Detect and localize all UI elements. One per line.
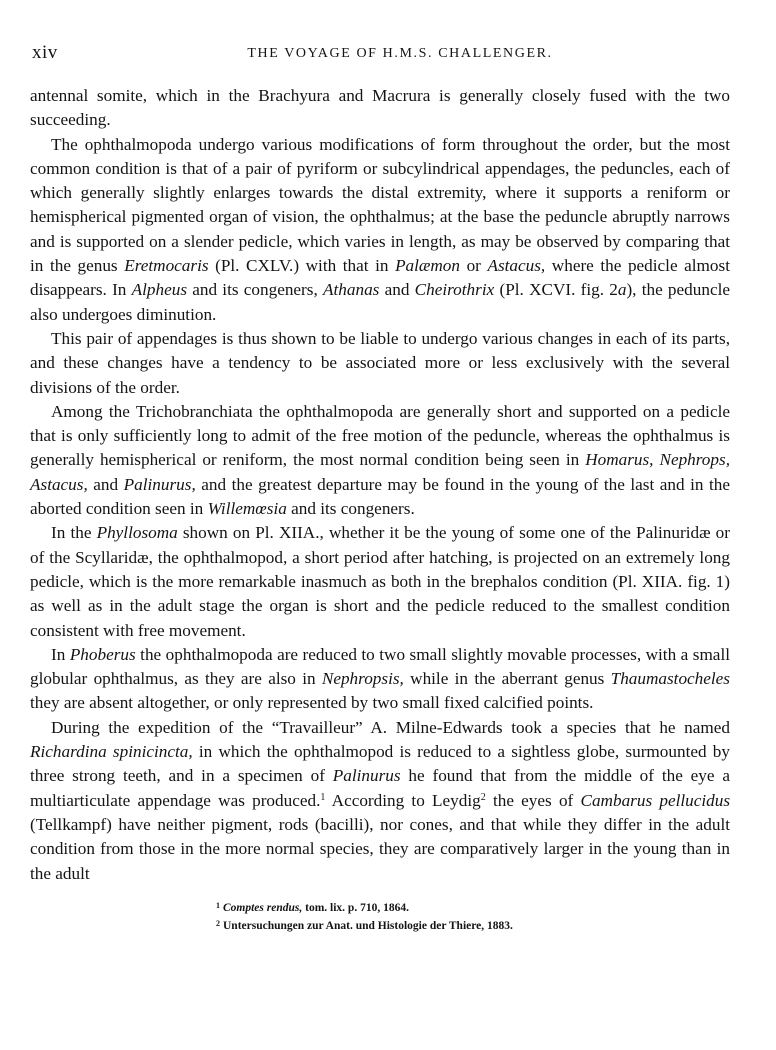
italic-text: Palinurus (332, 766, 401, 786)
paragraph (30, 327, 730, 400)
body-text (30, 84, 730, 886)
footnote-text: tom. lix. p. 710, 1864. (302, 901, 409, 914)
document-page (30, 42, 730, 934)
footnote (216, 898, 730, 916)
italic-text: Phoberus (69, 644, 136, 664)
text-segment: Among the Trichobranchiata the ophthalmopoda are generally short and supported on a pedicle that is only sufficiently long to admit of the free motion of the peduncle, whereas the ophthalmus is generally hemispherical or reniform, the most normal condition being seen in (30, 401, 730, 470)
text-segment: they are absent altogether, or only represented by two small fixed calcified points. (30, 693, 594, 713)
text-segment: in which the ophthalmopod is reduced to a sightless globe, surmounted by three strong teeth, and in a specimen of (30, 742, 730, 786)
paragraph (30, 133, 730, 327)
text-segment: and the greatest departure may be found in the young of the last and in the aborted condition seen in (30, 474, 730, 519)
footnote-italic-text: Comptes rendus, (223, 901, 303, 914)
text-segment: while in the aberrant genus (403, 669, 611, 689)
italic-text: Thaumastocheles (610, 669, 730, 689)
text-segment: and its congeners. (286, 499, 415, 519)
text-segment: (Pl. XCVI. fig. 2 (494, 280, 618, 300)
italic-text: a (617, 280, 627, 300)
footnotes (30, 898, 730, 934)
text-segment: This pair of appendages is thus shown to be liable to undergo various changes in each of its parts, and these changes have a tendency to be associated more or less exclusively with the several divisions of the order. (30, 328, 730, 397)
paragraph (30, 521, 730, 642)
italic-text: Cambarus pellucidus (580, 790, 731, 810)
italic-text: Eretmocaris (124, 256, 209, 276)
text-segment: In (51, 644, 70, 664)
text-segment: or (460, 256, 488, 276)
text-segment: During the expedition of the “Travailleur” A. Milne-Edwards took a species that he named (51, 717, 730, 737)
footnote-text: Untersuchungen zur Anat. und Histologie der Thiere, 1883. (223, 919, 513, 932)
text-segment: shown on Pl. XIIA., whether it be the young of some one of the Palinuridæ or of the Scyllaridæ, the ophthalmopod, a short period after hatching, is projected on an extremely long pedicle, which is the more remarkable inasmuch as both in the brephalos condition (Pl. XIIA. fig. 1) as well as in the adult stage the organ is short and the pedicle reduced to the smallest condition consistent with free movement. (30, 523, 730, 640)
text-segment: According to Leydig (325, 790, 481, 810)
text-segment: and its congeners, (187, 280, 324, 300)
text-segment: (Tellkampf) have neither pigment, rods (bacilli), nor cones, and that while they differ in the adult condition from those in the more normal species, they are comparatively larger in the young than in the adult (30, 814, 730, 883)
text-segment: and (379, 280, 415, 300)
footnote-reference: 2 (480, 791, 486, 803)
text-segment: where the pedicle almost disappears. In (30, 256, 730, 300)
italic-text: Nephropsis, (321, 669, 404, 689)
italic-text: Astacus, (487, 256, 546, 276)
italic-text: Athanas (323, 280, 380, 300)
text-segment: the ophthalmopoda are reduced to two small slightly movable processes, with a small globular ophthalmus, as they are also in (30, 644, 730, 689)
italic-text: Alpheus (131, 280, 188, 300)
text-segment: In the (51, 523, 97, 543)
page-header (30, 42, 730, 72)
text-segment: and (87, 474, 124, 494)
paragraph (30, 716, 730, 886)
italic-text: Cheirothrix (414, 280, 495, 300)
footnote (216, 916, 730, 934)
paragraph (30, 400, 730, 521)
text-segment: he found that from the middle of the eye a multiarticulate appendage was produced. (30, 766, 730, 810)
running-title: THE VOYAGE OF H.M.S. CHALLENGER. (247, 46, 553, 61)
italic-text: Richardina spinicincta, (30, 742, 193, 762)
italic-text: Willemœsia (207, 499, 287, 519)
text-segment: ), the peduncle also undergoes diminution. (30, 280, 730, 324)
text-segment: (Pl. CXLV.) with that in (208, 256, 396, 276)
paragraph (30, 643, 730, 716)
text-segment: the eyes of (485, 790, 581, 810)
italic-text: Palinurus, (123, 474, 196, 494)
text-segment: The ophthalmopoda undergo various modifications of form throughout the order, but the most common condition is that of a pair of pyriform or subcylindrical appendages, the peduncles, each of which generally slightly enlarges towards the distal extremity, where it supports a reniform or hemispherical pigmented organ of vision, the ophthalmus; at the base the peduncle abruptly narrows and is supported on a slender pedicle, which varies in length, as may be observed by comparing that in the genus (30, 134, 730, 276)
footnote-reference: 1 (320, 791, 326, 803)
italic-text: Phyllosoma (96, 523, 178, 543)
italic-text: Palæmon (395, 256, 460, 276)
page-number: xiv (32, 42, 58, 63)
text-segment: antennal somite, which in the Brachyura and Macrura is generally closely fused with the two succeeding. (30, 86, 730, 130)
footnote-mark: 1 (216, 900, 220, 910)
footnote-mark: 2 (216, 918, 220, 928)
italic-text: Homarus, Nephrops, Astacus, (30, 450, 730, 494)
paragraph (30, 84, 730, 133)
